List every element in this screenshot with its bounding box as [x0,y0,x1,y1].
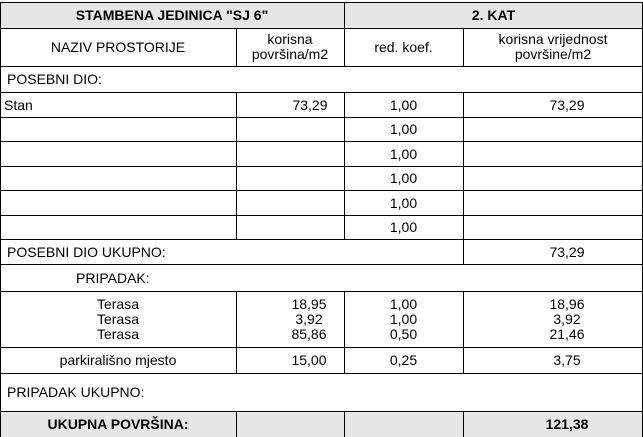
terrace-coefficients [344,291,463,347]
column-header-coefficient: red. koef. [374,39,433,55]
section-appurtenance: PRIPADAK: [76,269,150,286]
column-header-room-name: NAZIV PROSTORIJE [50,39,186,55]
section-special-part: POSEBNI DIO: [7,71,102,87]
room-name: parkirališno mjesto [59,352,177,368]
special-total-label: POSEBNI DIO UKUPNO: [7,243,166,260]
room-name: Terasa [96,295,140,312]
coefficient: 1,00 [389,310,418,327]
usable-area: 15,00 [291,352,327,368]
usable-area: 85,86 [291,325,327,342]
usable-value: 18,96 [549,295,585,312]
coefficient: 1,00 [389,96,418,113]
usable-area: 73,29 [292,96,328,113]
column-header-usable-value: korisna vrijednost površine/m2 [498,31,608,62]
usable-value: 3,75 [553,352,581,368]
special-total-value: 73,29 [549,243,585,260]
appurtenance-total-label: PRIPADAK UKUPNO: [7,384,145,400]
column-header-usable-area: korisna površina/m2 [251,31,329,62]
grand-total-value: 121,38 [545,416,589,432]
coefficient: 1,00 [389,219,418,235]
coefficient: 1,00 [389,295,418,312]
usable-value: 3,92 [553,310,581,327]
coefficient: 0,25 [389,352,418,368]
terrace-areas [236,291,344,347]
room-name: Terasa [96,310,140,327]
usable-value: 21,46 [549,325,585,342]
coefficient: 0,50 [389,325,418,342]
grand-total-label: UKUPNA POVRŠINA: [47,416,189,432]
terrace-values [463,291,643,347]
unit-title: STAMBENA JEDINICA "SJ 6" [75,7,269,23]
coefficient: 1,00 [389,145,418,162]
room-name: Stan [4,96,33,113]
usable-area: 3,92 [295,310,323,327]
usable-value: 73,29 [549,96,585,113]
terrace-names [0,291,236,347]
floor-label: 2. KAT [471,7,516,23]
coefficient: 1,00 [389,170,418,186]
coefficient: 1,00 [389,194,418,211]
coefficient: 1,00 [389,121,418,137]
usable-area: 18,95 [291,295,327,312]
room-name: Terasa [96,325,140,342]
